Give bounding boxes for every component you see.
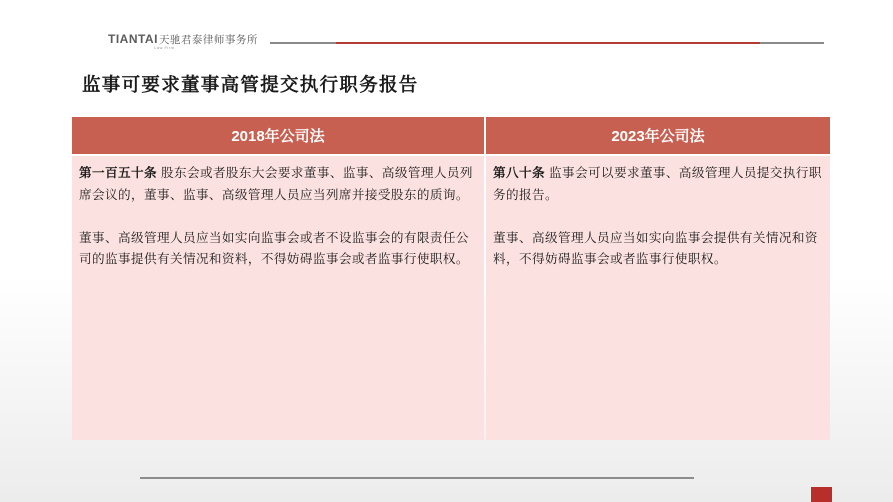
footer-divider [140,477,694,479]
column-header-2023: 2023年公司法 [486,117,830,154]
logo-text: TIANTAI [108,32,158,46]
article-text: 股东会或者股东大会要求董事、监事、高级管理人员列席会议的，董事、监事、高级管理人员应当列席并接受股东的质询。 [79,165,473,202]
slide-title: 监事可要求董事高管提交执行职务报告 [82,75,419,96]
paragraph [79,162,476,205]
paragraph: 董事、高级管理人员应当如实向监事会或者不设监事会的有限责任公司的监事提供有关情况和资料，不得妨碍监事会或者监事行使职权。 [79,229,469,266]
corner-accent [811,487,832,502]
article-number: 第一百五十条 [79,165,157,180]
comparison-table [72,117,830,440]
paragraph [493,162,822,205]
logo-subtext: Law Firm [154,45,175,50]
article-number: 第八十条 [493,165,545,180]
header-divider-right [760,42,824,44]
logo [108,32,258,50]
cell-2018 [72,156,484,440]
column-header-2018: 2018年公司法 [72,117,484,154]
cell-2023 [486,156,830,440]
header-divider-accent [336,42,760,44]
article-text: 监事会可以要求董事、高级管理人员提交执行职务的报告。 [493,165,822,202]
paragraph: 董事、高级管理人员应当如实向监事会提供有关情况和资料，不得妨碍监事会或者监事行使职权。 [493,229,818,266]
header-divider-left [270,42,336,44]
firm-name: 天驰君泰律师事务所 [158,34,258,46]
